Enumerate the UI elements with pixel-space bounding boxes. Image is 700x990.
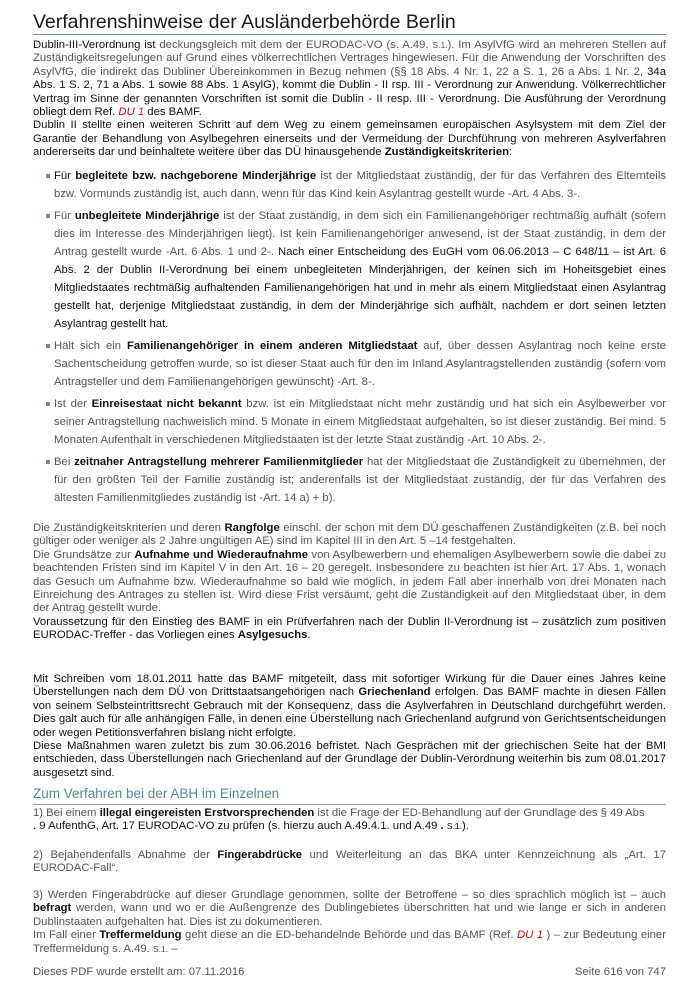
page-title: Verfahrenshinweise der Ausländerbehörde Berlin [33, 11, 456, 33]
procedure-step-2 [33, 849, 666, 876]
bullet-text: Für [54, 170, 76, 182]
step-text: 1) Bei einem [33, 807, 100, 819]
step-text: ist die Frage der ED-Behandlung auf der Grundlage des § 49 Abs [314, 807, 645, 819]
criteria-text: . [307, 629, 311, 642]
intro-text: : [509, 146, 513, 159]
criteria-text: von Asylbewerbern und ehemaligen Asylbewerbern sowie die dabei zu beachtenden Fristen sind im Kapitel V in den Art. 16 – 20 geregelt. Insbesondere zu beachten ist hier Art. 17 Abs. 1, wonach das Gesuch um Aufnahme bzw. Wiederaufnahme so bald wie möglich, in jedem Fall aber innerhalb von drei Monaten nach Einreichung des Antrages zu stellen ist. Wird diese Frist versäumt, geht die Zuständigkeit auf den Mitgliedstaat über, in dem der Antrag gestellt wurde. [33, 548, 666, 615]
step-text: Im Fall einer [33, 929, 100, 942]
step-text: 3) Werden Fingerabdrücke auf dieser Grundlage genommen, sollte der Betroffene – so dies sprachlich möglich ist – auch [33, 889, 666, 901]
title-divider [33, 34, 666, 35]
criteria-section [33, 522, 666, 643]
du1-reference[interactable]: DU 1 [118, 106, 145, 119]
bullet-text: hat der Mitgliedstaat die Zuständigkeit zu übernehmen, der für den größten Teil der Familie zuständig ist; anderenfalls ist der Mitgliedstaat zuständig, der für das Verfahren des ältesten Familienmitgliedes zuständig ist -Art. 14 a) + b). [54, 456, 666, 504]
intro-text: deckungsgleich mit dem der EURODAC-VO (s. A.49. [155, 39, 433, 51]
keyword: Zuständigkeitskriterien [384, 146, 510, 159]
bullet-square-icon [46, 402, 50, 406]
keyword: Treffermeldung [99, 929, 182, 942]
procedure-step-3 [33, 889, 666, 956]
list-item [46, 207, 666, 333]
intro-text: des BAMF. [144, 106, 202, 119]
step-text: werden, wann und wo er die Außengrenze des Dublingebietes überschritten hat und wie lange er sich in anderen Dublinstaaten aufgehalten hat. Dies ist zu dokumentieren. [33, 902, 666, 928]
bullet-square-icon [46, 174, 50, 178]
bullet-keyword: zeitnaher Antragstellung mehrerer Familienmitglieder [74, 456, 364, 468]
section-divider [33, 804, 666, 805]
du1-reference[interactable]: DU 1 [516, 929, 544, 942]
list-item [46, 337, 666, 391]
step-text: . 9 AufenthG, Art. 17 EURODAC-VO zu prüfen (s. hierzu auch A.49.4.1. und A.49 [33, 820, 441, 833]
criteria-text: Die Grundsätze zur [33, 548, 135, 561]
greece-text: Diese Maßnahmen waren zuletzt bis zum 30.06.2016 befristet. Nach Gesprächen mit der griechischen Seite hat der BMI entschieden, dass Überstellungen nach Griechenland auf der Grundlage der Dublin-Verordnung weiterhin bis zum 08.01.2017 ausgesetzt sind. [33, 740, 666, 779]
bullet-keyword: unbegleitete Minderjährige [74, 210, 220, 222]
ref-short[interactable]: S.1. [446, 821, 462, 832]
list-item [46, 167, 666, 203]
keyword: Griechenland [358, 686, 431, 699]
bullet-text: Nach einer Entscheidung des EuGH vom 06.06.2013 – C 648/11 – ist Art. 6 Abs. 2 der Dublin II-Verordnung bei einem unbegleiteten Minderjährigen, der keinen sich im Hoheitsgebiet eines Mitgliedstaates rechtmäßig aufhaltenden Familienangehörigen hat und in mehr als einem Mitgliedstaat einen Asylantrag gestellt hat, derjenige Mitgliedstaat zuständig, in dem der Minderjährige sich aufhält, nachdem er dort seinen letzten Asylantrag gestellt hat. [54, 246, 666, 330]
list-item [46, 395, 666, 449]
step-text: geht diese an die ED-behandelnde Behörde und das BAMF (Ref. [181, 929, 517, 942]
bullet-keyword: Familienangehöriger in einem anderen Mitgliedstaat [126, 340, 418, 352]
bullet-keyword: Einreisestaat nicht bekannt [91, 398, 242, 410]
bullet-text: auf, über dessen Asylantrag noch keine erste Sachentscheidung getroffen wurde, so ist dieser Staat auch für den im Inland Asylantragstellenden zuständig (sofern vom Antragsteller und dem Familienangehörigen gewünscht) -Art. 8-. [54, 340, 666, 388]
bullet-square-icon [46, 344, 50, 348]
bullet-square-icon [46, 214, 50, 218]
ref-short[interactable]: S.1. [432, 40, 448, 50]
greece-text: erfolgen. Das BAMF machte in diesen Fällen von seinem Selbsteintrittsrecht Gebrauch mit der Konsequenz, dass die Asylverfahren in Deutschland durchgeführt werden. Dies galt auch für alle anhängigen Fälle, in denen eine Überstellung nach Griechenland aufgrund von Gerichtsentscheidungen oder wegen Petitionsverfahren bislang nicht erfolgte. [33, 686, 666, 739]
bullet-text: Hält sich ein [54, 340, 127, 352]
greece-text: Mit Schreiben vom 18.01.2011 hatte das BAMF mitgeteilt, dass mit sofortiger Wirkung für die Dauer eines Jahres keine Überstellungen nach dem DÜ von Drittstaatsangehörigen nach [33, 673, 666, 699]
step-text: ). [461, 820, 469, 833]
bullet-text: bzw. ist ein Mitgliedstaat nicht mehr zuständig und hat sich ein Asylbewerber vor seiner Antragstellung nachweislich mind. 5 Monate in einem Mitgliedstaat aufgehalten, so ist dieser zuständig. Bei mind. 5 Monaten Aufenthalt in verschiedenen Mitgliedstaaten ist der letzte Staat zuständig -Art. 10 Abs. 2-. [54, 398, 667, 446]
keyword: Rangfolge [224, 522, 280, 534]
criteria-text: Die Zuständigkeitskriterien und deren [33, 522, 225, 534]
footer-page-number: Seite 616 von 747 [574, 966, 666, 978]
bullet-square-icon [46, 460, 50, 464]
greece-section [33, 673, 666, 780]
criteria-text: Voraussetzung für den Einstieg des BAMF in ein Prüfverfahren nach der Dublin II-Verordnung ist – zusätzlich zum positiven EURODAC-Treffer - das Vorliegen eines [33, 615, 666, 642]
keyword: illegal eingereisten Erstvorsprechenden [99, 807, 315, 819]
section-heading: Zum Verfahren bei der ABH im Einzelnen [33, 786, 280, 801]
step-text: und Weiterleitung an das BKA unter Kennzeichnung als „Art. 17 EURODAC-Fall“. [33, 849, 666, 875]
criteria-list [46, 167, 666, 511]
intro-text: ). Im AsylVfG wird an mehreren Stellen auf Zuständigkeitsregelungen auf Grund eines völkerrechtlichen Vertrages hingewiesen. Für die Anwendung der Vorschriften des AsylVfG, die indirekt das Dubliner Übereinkommen in Bezug nehmen (§§ 18 Abs. 4 Nr. 1, 22 a S. 1, 26 a Abs. 1 Nr. 2, [33, 39, 666, 78]
bullet-keyword: begleitete bzw. nachgeborene Minderjährige [75, 170, 317, 182]
page-footer [33, 966, 666, 979]
dublin2-text: Dublin II stellte einen weiteren Schritt auf dem Weg zu einem gemeinsamen europäischen Asylsystem mit dem Ziel der Garantie der Behandlung von Asylbegehren einerseits und der Vermeidung der Durchführung von mehreren Asylverfahren andererseits dar und beinhaltete weitere über das DÜ hinausgehende [33, 119, 666, 159]
step-text: 2) Bejahendenfalls Abnahme der [33, 849, 218, 861]
bullet-text: Bei [54, 456, 75, 468]
footer-created-date: Dieses PDF wurde erstellt am: 07.11.2016 [33, 966, 245, 978]
bullet-text: Ist der [54, 398, 92, 410]
step-text: ) – zur Bedeutung einer Treffermeldung s. A.49. [33, 929, 666, 955]
step-text: – [168, 942, 178, 955]
bullet-text: ist der Staat zuständig, in dem sich ein Familienangehöriger rechtmäßig aufhält (sofern dies im Interesse des Minderjährigen liegt). Ist kein Familienangehöriger anwesend, ist der Staat zuständig, in dem der Antrag gestellt wurde -Art. 6 Abs. 1 und 2-. [54, 210, 666, 258]
keyword: befragt [33, 902, 72, 915]
intro-paragraph [33, 39, 666, 160]
list-item [46, 453, 666, 507]
keyword: Aufnahme und Wiederaufnahme [134, 548, 309, 561]
step-text: . [440, 820, 447, 833]
intro-text: 34a Abs. 1 S. 2, 71 a Abs. 1 sowie 88 Abs. 1 AsylG), kommt die Dublin - II rsp. III - Verordnung zur Anwendung. Völkerrechtlicher Vertrag im Sinne der genannten Vorschriften ist somit die Dublin - II resp. III - Verordnung. Die Ausführung der Verordnung obliegt dem Ref. [33, 65, 666, 119]
ref-short[interactable]: S.1. [152, 943, 169, 954]
bullet-text: ist der Mitgliedstaat zuständig, der für das Verfahren des Elternteils bzw. Vormunds zuständig ist, auch dann, wenn für das Kind kein Asylantrag gestellt wurde -Art. 4 Abs. 3-. [54, 170, 666, 200]
bullet-text: Für [54, 210, 75, 222]
keyword: Fingerabdrücke [217, 849, 303, 861]
criteria-text: einschl. der schon mit dem DÜ geschaffenen Zuständigkeiten (z.B. bei noch gültiger oder weniger als 2 Jahre ungültigen AE) sind im Kapitel III in den Art. 5 –14 festgehalten. [33, 522, 667, 548]
keyword: Asylgesuchs [237, 629, 308, 642]
procedure-step-1 [33, 807, 666, 834]
intro-text: Dublin-III-Verordnung ist [33, 39, 156, 51]
